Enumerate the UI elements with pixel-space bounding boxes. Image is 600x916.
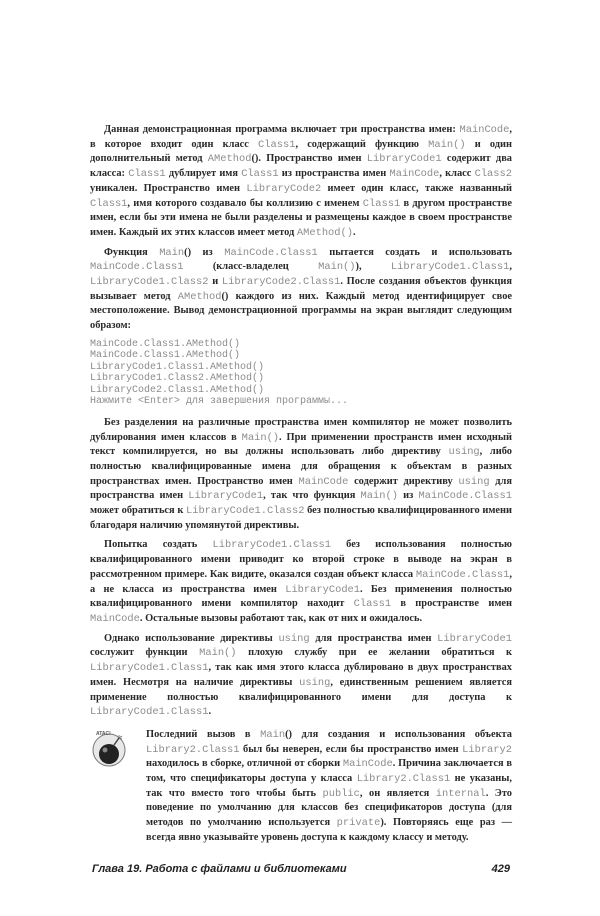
inline-code: Main() (241, 431, 280, 444)
inline-code: internal (435, 787, 486, 800)
text-run: () для создания и использования объекта (285, 728, 512, 740)
text-run: плохую службу при ее желании обратиться к (236, 647, 512, 659)
inline-code: Class1 (241, 168, 279, 181)
inline-code: Main() (428, 138, 466, 151)
text-run: , (509, 261, 512, 273)
text-run: . (353, 226, 356, 238)
text-run: в пространстве имен (391, 598, 512, 610)
text-run: может обратиться к (90, 505, 186, 517)
text-run: . (208, 706, 212, 718)
inline-code: MainCode (90, 612, 140, 625)
text-run: уникален. Пространство имен (90, 182, 247, 194)
output-line: LibraryCode2.Class1.AMethod() (90, 384, 265, 396)
text-run: , единственным решением является применение полностью квалифицированного имени для доступа к (90, 676, 513, 703)
page-body (90, 0, 512, 846)
text-run: Последний вызов в (146, 728, 261, 740)
inline-code: Class1 (90, 197, 128, 210)
inline-code: Class1 (128, 168, 166, 181)
text-run: Данная демонстрационная программа включает три пространства имен: (104, 124, 460, 135)
inline-code: LibraryCode1.Class2 (90, 276, 209, 289)
inline-code: LibraryCode2 (246, 182, 322, 195)
page-footer (92, 862, 510, 876)
text-run: пытается создать и использовать (317, 246, 512, 258)
text-run: (класс-владелец (183, 261, 319, 273)
inline-code: MainCode.Class1 (418, 490, 513, 503)
text-run: из (397, 490, 419, 502)
note-text (146, 728, 512, 846)
text-run: без использования полностью квалифицированного имени приводит ко второй строке в выводе на экран в рассмотренном примере. Как видите, оказался создан объект класса (90, 539, 512, 580)
inline-code: MainCode (389, 168, 440, 181)
inline-code: public (322, 787, 360, 800)
inline-code: MainCode.Class1 (224, 246, 318, 259)
paragraph (90, 538, 512, 626)
program-output (90, 339, 512, 408)
inline-code: Main (260, 728, 286, 741)
text-run: . Остальные вызовы работают так, как от них и ожидалось. (139, 612, 423, 624)
inline-code: using (458, 475, 490, 488)
text-run: находилось в сборке, отличной от сборки (146, 758, 343, 770)
text-run: . Без применения полностью квалифицированного имени компилятор находит (90, 583, 512, 610)
chapter-title: Глава 19. Работа с файлами и библиотеками (92, 862, 347, 875)
inline-code: Library2.Class1 (356, 773, 451, 786)
inline-code: MainCode.Class1 (90, 261, 184, 274)
inline-code: AMethod (207, 153, 252, 166)
text-run: , содержащий функцию (295, 138, 429, 150)
text-run: , в которое входит один класс (90, 124, 512, 150)
output-line: MainCode.Class1.AMethod() (90, 338, 241, 350)
inline-code: LibraryCode1 (366, 153, 442, 166)
inline-code: Class1 (353, 598, 392, 611)
inline-code: Main() (199, 647, 237, 660)
text-run: и один дополнительный метод (90, 138, 512, 165)
text-run: не указаны, так что вместо того чтобы быть (146, 773, 512, 799)
inline-code: MainCode.Class1 (415, 568, 510, 581)
text-run: () каждого из них. Каждый метод идентифицирует свое местоположение. Вывод демонстрационной программы на экран выглядит следующим образом: (90, 290, 513, 332)
svg-text:ATAC!: ATAC! (96, 730, 111, 737)
inline-code: Main() (318, 261, 356, 274)
text-run: был бы неверен, если бы пространство имен (239, 743, 463, 755)
text-run: из пространства имен (278, 168, 390, 180)
text-run: Однако использование директивы (104, 632, 279, 644)
inline-code: LibraryCode1.Class2 (185, 505, 305, 518)
inline-code: LibraryCode1 (437, 632, 512, 645)
inline-code: MainCode (298, 475, 349, 488)
inline-code: using (448, 446, 480, 459)
inline-code: LibraryCode1.Class1 (90, 706, 209, 719)
inline-code: LibraryCode1.Class1 (212, 539, 331, 552)
text-run: и (208, 276, 222, 288)
warning-note (90, 728, 512, 846)
text-run: без полностью квалифицированного имени благодаря наличию упомянутой директивы. (90, 505, 512, 531)
paragraph (90, 246, 512, 334)
inline-code: LibraryCode2.Class1 (221, 276, 341, 289)
inline-code: AMethod (177, 290, 222, 303)
inline-code: using (278, 632, 310, 645)
text-run: , имя которого создавало бы коллизию с именем (127, 197, 363, 209)
text-run: для пространства имен (90, 475, 512, 502)
text-run: Без разделения на различные пространства имен компилятор не может позволить дублирования имен классов в (90, 416, 512, 443)
text-run: . После создания объектов функция вызывает метод (90, 276, 512, 302)
text-run: , он является (359, 787, 436, 799)
paragraph (90, 632, 512, 720)
inline-code: LibraryCode1 (285, 583, 361, 596)
inline-code: MainCode (342, 758, 393, 771)
output-line: Нажмите <Enter> для завершения программы... (90, 396, 349, 408)
text-run: (). Пространство имен (251, 153, 367, 165)
output-line: MainCode.Class1.AMethod() (90, 350, 241, 362)
inline-code: Class1 (258, 138, 296, 151)
paragraph (90, 123, 512, 241)
inline-code: LibraryCode1 (188, 490, 264, 503)
bomb-warning-icon (92, 728, 128, 772)
text-run: , а не класса из пространства имен (90, 568, 512, 595)
text-run: . Причина заключается в том, что спецификаторы доступа у класса (146, 758, 512, 785)
text-run: . Это поведение по умолчанию для классов без спецификаторов доступа (для методов по умолчанию используется (146, 787, 512, 829)
text-run: дублирует имя (165, 168, 242, 180)
text-run: содержит директиву (348, 475, 459, 487)
text-run: , так что функция (263, 490, 361, 502)
inline-code: Main() (360, 490, 398, 503)
text-run: для пространства имен (309, 632, 438, 644)
intro-paragraphs (90, 123, 512, 334)
text-run: , так как имя этого класса дублировано в двух пространствах имен. Несмотря на наличие директивы (90, 662, 512, 688)
output-line: LibraryCode1.Class1.AMethod() (90, 361, 265, 373)
inline-code: Library2 (462, 743, 512, 756)
paragraph (90, 416, 512, 534)
inline-code: AMethod() (296, 226, 353, 239)
inline-code: LibraryCode1.Class1 (90, 662, 209, 675)
text-run: ), (355, 261, 391, 273)
inline-code: Class1 (362, 197, 401, 210)
text-run: , либо полностью квалифицированные имена для обращения к объектам в разных пространствах имен. Пространство имен (90, 446, 513, 487)
text-run: ). Повторяясь еще раз — всегда явно указывайте уровень доступа к каждому классу и методу. (146, 817, 512, 843)
page-number: 429 (491, 862, 510, 875)
output-line: LibraryCode1.Class2.AMethod() (90, 373, 265, 385)
text-run: имеет один класс, также названный (321, 182, 512, 194)
inline-code: Library2.Class1 (146, 743, 240, 756)
text-run: сослужит функции (90, 647, 200, 659)
inline-code: using (299, 676, 331, 689)
text-run: в другом пространстве имен, если бы эти имена не были разделены и размещены каждое в своем пространстве имен. Каждый их этих классов имеет метод (90, 197, 512, 238)
discussion-paragraphs (90, 416, 512, 720)
text-run: , класс (439, 168, 475, 180)
inline-code: private (336, 817, 381, 830)
text-run: Функция (104, 246, 160, 258)
text-run: . При применении пространств имен исходный текст компилируется, но вы должны использовать либо директиву (90, 431, 512, 458)
text-run: () из (184, 246, 225, 258)
inline-code: Main (159, 246, 185, 259)
inline-code: LibraryCode1.Class1 (390, 261, 510, 274)
inline-code: MainCode (459, 124, 510, 136)
text-run: Попытка создать (104, 539, 213, 551)
inline-code: Class2 (474, 168, 512, 181)
text-run: содержит два класса: (90, 153, 512, 180)
